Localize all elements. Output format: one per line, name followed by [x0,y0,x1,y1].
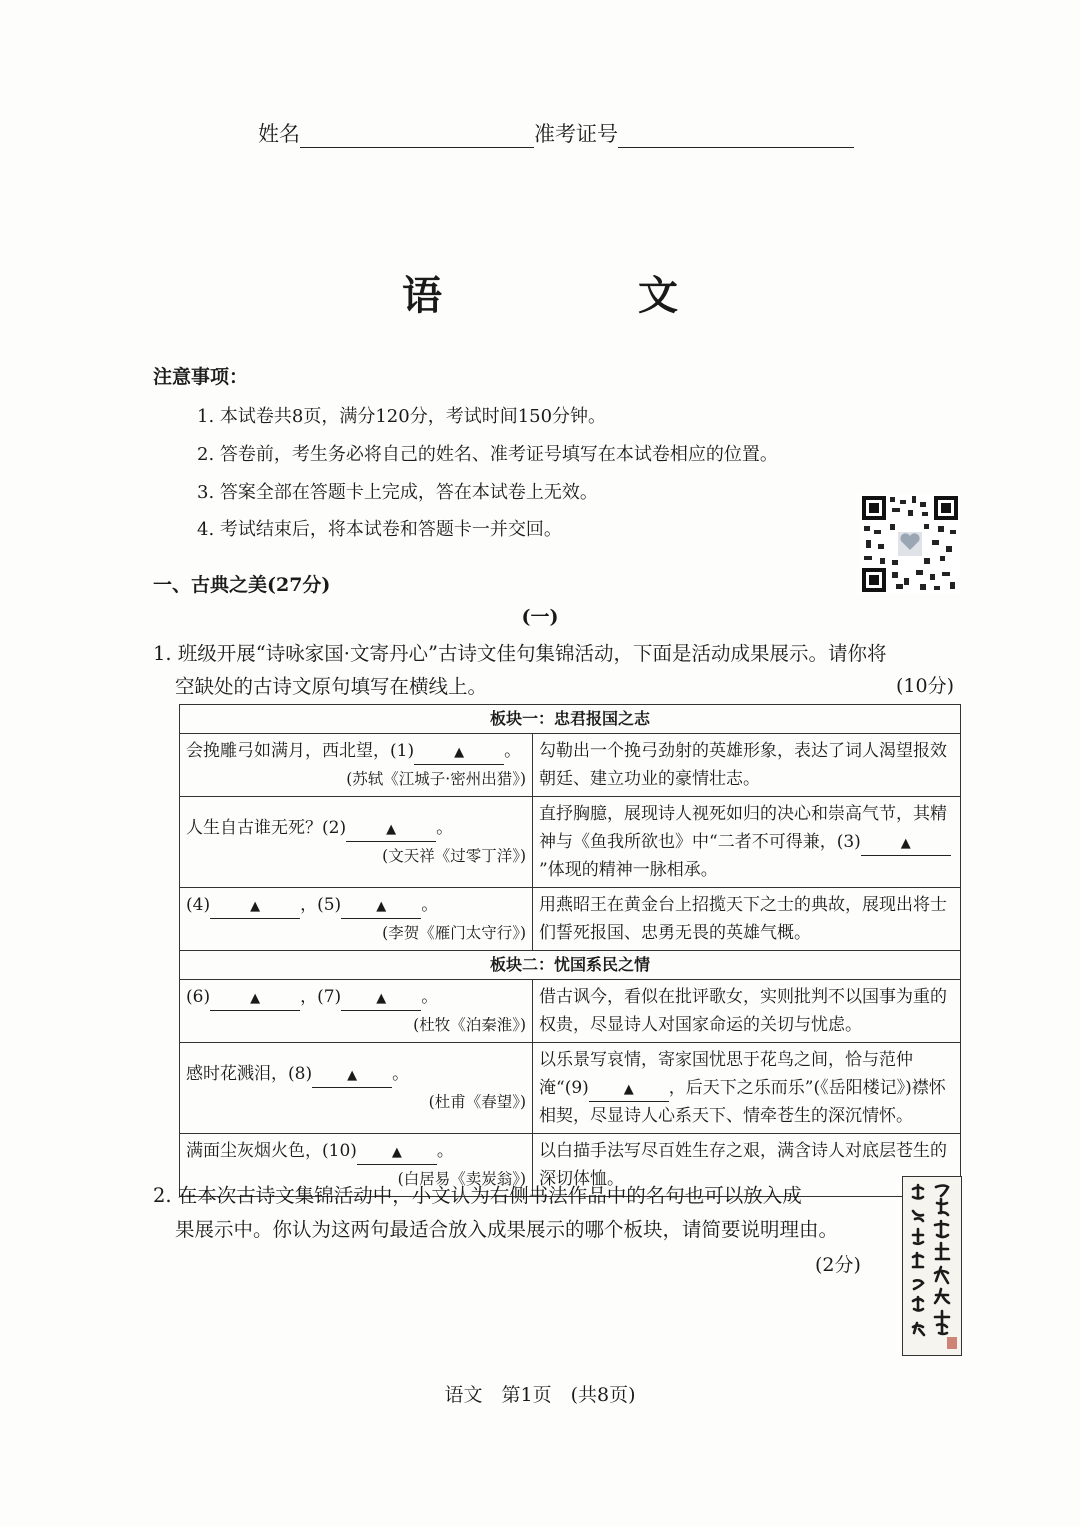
answer-blank-5[interactable]: ▲ [341,896,421,919]
verse-table [179,704,961,1197]
notice-heading: 注意事项： [153,366,249,388]
answer-blank-10[interactable]: ▲ [357,1142,437,1165]
page-title: 语 文 [402,272,756,319]
verse-text: 。 [504,741,522,761]
calligraphy-artwork [902,1176,962,1356]
verse-source: (白居易《卖炭翁》) [397,1170,526,1188]
name-label: 姓名 [258,122,300,146]
verse-source: (文天祥《过零丁洋》) [382,847,526,865]
verse-description: 以乐景写哀情，寄家国忧思于花鸟之间，恰与范仲淹“(9) ▲ ，后天下之乐而乐”(《岳阳楼记》)襟怀相契，尽显诗人心系天下、情牵苍生的深沉情怀。 [533,1043,961,1134]
answer-blank-7[interactable]: ▲ [341,988,421,1011]
candidate-info-line [258,118,854,148]
section-heading: 一、古典之美(27分) [153,574,331,596]
question-1-score: (10分) [896,675,955,697]
answer-blank-8[interactable]: ▲ [312,1065,392,1088]
question-2-text: 2. 在本次古诗文集锦活动中，小文认为右侧书法作品中的名句也可以放入成 [153,1184,802,1207]
verse-text: 。 [436,818,454,838]
qr-code-icon [860,494,960,594]
verse-source: (李贺《雁门太守行》) [382,924,526,942]
exam-id-field[interactable] [618,123,854,148]
answer-blank-1[interactable]: ▲ [414,742,504,765]
question-1-text: 1. 班级开展“诗咏家国·文寄丹心”古诗文佳句集锦活动，下面是活动成果展示。请你将 [153,642,887,665]
notice-item: 2. 答卷前，考生务必将自己的姓名、准考证号填写在本试卷相应的位置。 [197,444,778,465]
table-row: 满面尘灰烟火色，(10) ▲ 。 (白居易《卖炭翁》) 以白描手法写尽百姓生存之艰，满含诗人对底层苍生的深切体恤。 [180,1134,961,1197]
answer-blank-3[interactable]: ▲ [861,833,951,856]
verse-text: 人生自古谁无死？(2) [186,818,347,838]
verse-source: (苏轼《江城子·密州出猎》) [346,770,526,788]
verse-description: 勾勒出一个挽弓劲射的英雄形象，表达了词人渴望报效朝廷、建立功业的豪情壮志。 [533,734,961,797]
answer-blank-4[interactable]: ▲ [210,896,300,919]
notice-item: 1. 本试卷共8页，满分120分，考试时间150分钟。 [197,406,607,427]
name-field[interactable] [300,123,534,148]
question-2-score: (2分) [815,1254,861,1276]
verse-description: 以白描手法写尽百姓生存之艰，满含诗人对底层苍生的深切体恤。 [533,1134,961,1197]
answer-blank-2[interactable]: ▲ [346,819,436,842]
question-2-text: 果展示中。你认为这两句最适合放入成果展示的哪个板块，请简要说明理由。 [175,1218,839,1241]
table-row: (4) ▲ ，(5) ▲ 。 (李贺《雁门太守行》) 用燕昭王在黄金台上招揽天下之士的典故，展现出将士们誓死报国、忠勇无畏的英雄气概。 [180,888,961,951]
exam-id-label: 准考证号 [534,122,618,146]
table-row [180,797,961,888]
verse-description: 借古讽今，看似在批评歌女，实则批判不以国事为重的权贵，尽显诗人对国家命运的关切与忧虑。 [533,980,961,1043]
verse-description: 用燕昭王在黄金台上招揽天下之士的典故，展现出将士们誓死报国、忠勇无畏的英雄气概。 [533,888,961,951]
notice-item: 3. 答案全部在答题卡上完成，答在本试卷上无效。 [197,482,598,503]
verse-source: (杜牧《泊秦淮》) [413,1016,526,1034]
part-heading: (一) [521,606,559,628]
page-footer: 语文 第1页 (共8页) [444,1384,636,1406]
answer-blank-9[interactable]: ▲ [589,1079,669,1102]
answer-blank-6[interactable]: ▲ [210,988,300,1011]
verse-description: 直抒胸臆，展现诗人视死如归的决心和崇高气节，其精神与《鱼我所欲也》中“二者不可得兼，(3) ▲”体现的精神一脉相承。 [533,797,961,888]
table-row: (6) ▲ ，(7) ▲ 。 (杜牧《泊秦淮》) 借古讽今，看似在批评歌女，实则批判不以国事为重的权贵，尽显诗人对国家命运的关切与忧虑。 [180,980,961,1043]
block-1-title: 板块一：忠君报国之志 [180,705,961,734]
notice-item: 4. 考试结束后，将本试卷和答题卡一并交回。 [197,519,562,540]
table-row: 感时花溅泪，(8) ▲ 。 (杜甫《春望》) 以乐景写哀情，寄家国忧思于花鸟之间，恰与范仲淹“(9) ▲ ，后天下之乐而乐”(《岳阳楼记》)襟怀相契，尽显诗人心系天下、情牵苍生的深沉情怀。 [180,1043,961,1134]
verse-text: 会挽雕弓如满月，西北望，(1) [186,741,415,761]
block-2-title: 板块二：忧国系民之情 [180,951,961,980]
verse-source: (杜甫《春望》) [428,1093,526,1111]
question-1-text: 空缺处的古诗文原句填写在横线上。 [175,675,488,698]
table-row [180,734,961,797]
